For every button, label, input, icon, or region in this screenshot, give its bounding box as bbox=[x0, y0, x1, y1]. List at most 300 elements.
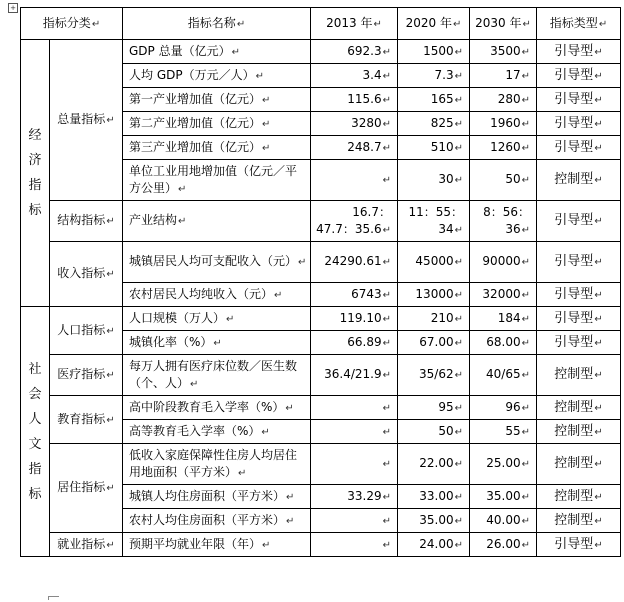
value-2013[interactable] bbox=[311, 533, 398, 557]
value-2020-text: 165 bbox=[430, 91, 454, 106]
value-2020[interactable] bbox=[398, 40, 470, 64]
value-2030[interactable] bbox=[470, 64, 537, 88]
table-row bbox=[21, 444, 621, 485]
indicator-name[interactable] bbox=[123, 201, 311, 242]
value-2013[interactable] bbox=[311, 242, 398, 283]
value-2020-text: 7.3 bbox=[434, 67, 454, 82]
paragraph-mark-icon: ↵ bbox=[454, 491, 463, 503]
value-2020-text: 13000 bbox=[415, 286, 454, 301]
value-2030[interactable] bbox=[470, 201, 537, 242]
subcategory-cell[interactable] bbox=[50, 307, 123, 355]
header-3-text: 2020 年 bbox=[405, 15, 452, 30]
category-char: 人 bbox=[28, 411, 42, 427]
paragraph-mark-icon: ↵ bbox=[594, 459, 603, 470]
header-row bbox=[21, 8, 621, 40]
category-char: 社 bbox=[28, 361, 42, 377]
table-anchor-icon[interactable]: + bbox=[8, 3, 18, 13]
indicator-type[interactable] bbox=[537, 88, 621, 112]
subcategory-cell-text: 教育指标 bbox=[57, 411, 106, 426]
indicator-name-text: 人口规模（万人） bbox=[129, 310, 226, 325]
indicator-type[interactable] bbox=[537, 533, 621, 557]
value-2030[interactable] bbox=[470, 242, 537, 283]
paragraph-mark-icon: ↵ bbox=[454, 257, 463, 268]
indicator-type-text: 控制型 bbox=[554, 423, 594, 439]
category-char: 经 bbox=[28, 128, 42, 143]
paragraph-mark-icon: ↵ bbox=[454, 402, 463, 414]
paragraph-mark-icon: ↵ bbox=[454, 426, 463, 438]
indicator-type[interactable] bbox=[537, 283, 621, 307]
value-2013[interactable] bbox=[311, 136, 398, 160]
value-2020[interactable] bbox=[398, 242, 470, 283]
indicator-type[interactable] bbox=[537, 242, 621, 283]
value-2020[interactable] bbox=[398, 88, 470, 112]
indicator-name-text: 城镇化率（%） bbox=[129, 334, 213, 349]
category-char: 济 bbox=[28, 153, 42, 168]
category-char: 指 bbox=[28, 178, 42, 193]
indicator-name[interactable] bbox=[123, 160, 311, 201]
paragraph-mark-icon: ↵ bbox=[454, 515, 463, 527]
value-2030[interactable] bbox=[470, 160, 537, 201]
indicator-type-text: 引导型 bbox=[554, 43, 594, 59]
value-2030-text: 25.00 bbox=[486, 456, 521, 470]
value-2030-text: 40/65 bbox=[486, 367, 521, 381]
indicator-name[interactable] bbox=[123, 112, 311, 136]
paragraph-mark-icon: ↵ bbox=[382, 118, 391, 130]
value-2030-text: 55 bbox=[505, 423, 521, 438]
indicator-name[interactable] bbox=[123, 509, 311, 533]
paragraph-mark-icon: ↵ bbox=[594, 337, 603, 349]
paragraph-mark-icon: ↵ bbox=[521, 402, 530, 414]
value-2013[interactable] bbox=[311, 283, 398, 307]
paragraph-mark-icon: ↵ bbox=[238, 467, 247, 479]
indicator-type-text: 引导型 bbox=[554, 91, 594, 107]
indicator-name-text: 第一产业增加值（亿元） bbox=[129, 91, 262, 106]
paragraph-mark-icon: ↵ bbox=[594, 142, 603, 154]
value-2013[interactable] bbox=[311, 396, 398, 420]
indicator-type-text: 引导型 bbox=[554, 67, 594, 83]
paragraph-mark-icon: ↵ bbox=[226, 313, 235, 325]
paragraph-mark-icon: ↵ bbox=[382, 94, 391, 106]
header-category-text: 指标分类 bbox=[42, 15, 91, 30]
paragraph-mark-icon: ↵ bbox=[594, 216, 603, 227]
value-2020[interactable] bbox=[398, 112, 470, 136]
paragraph-mark-icon: ↵ bbox=[454, 224, 463, 236]
indicator-table bbox=[20, 7, 621, 557]
paragraph-mark-icon: ↵ bbox=[521, 142, 530, 154]
paragraph-mark-icon: ↵ bbox=[522, 18, 531, 30]
value-2030[interactable] bbox=[470, 307, 537, 331]
category-cell[interactable] bbox=[21, 40, 50, 307]
subcategory-cell-text: 人口指标 bbox=[57, 322, 106, 337]
indicator-name-text: 农村居民人均纯收入（元） bbox=[129, 286, 274, 301]
subcategory-cell[interactable] bbox=[50, 242, 123, 307]
category-label bbox=[28, 357, 42, 507]
value-2030-text: 184 bbox=[497, 310, 521, 325]
paragraph-mark-icon: ↵ bbox=[452, 18, 462, 30]
indicator-name-text: 产业结构 bbox=[129, 213, 178, 227]
subcategory-cell-text: 医疗指标 bbox=[57, 367, 106, 381]
paragraph-mark-icon: ↵ bbox=[594, 289, 603, 301]
value-2030-text: 35.00 bbox=[486, 488, 521, 503]
paragraph-mark-icon: ↵ bbox=[594, 70, 603, 82]
indicator-name-text: 城镇人均住房面积（平方米） bbox=[129, 488, 286, 503]
paragraph-mark-icon: ↵ bbox=[454, 118, 463, 130]
paragraph-mark-icon: ↵ bbox=[594, 402, 603, 414]
indicator-name-text: 人均 GDP（万元／人） bbox=[129, 67, 255, 82]
indicator-name[interactable] bbox=[123, 396, 311, 420]
value-2030[interactable] bbox=[470, 533, 537, 557]
paragraph-mark-icon: ↵ bbox=[262, 539, 271, 551]
paragraph-mark-icon: ↵ bbox=[106, 325, 115, 337]
value-2020[interactable] bbox=[398, 283, 470, 307]
category-char: 标 bbox=[28, 486, 42, 502]
indicator-type-text: 引导型 bbox=[554, 286, 594, 302]
indicator-type[interactable] bbox=[537, 331, 621, 355]
value-2013[interactable] bbox=[311, 355, 398, 396]
value-2013-text: 119.10 bbox=[339, 310, 382, 325]
indicator-type[interactable] bbox=[537, 355, 621, 396]
paragraph-mark-icon: ↵ bbox=[91, 18, 101, 30]
paragraph-mark-icon: ↵ bbox=[382, 224, 391, 236]
indicator-type[interactable] bbox=[537, 40, 621, 64]
paragraph-mark-icon: ↵ bbox=[521, 491, 530, 503]
subcategory-cell-text: 就业指标 bbox=[57, 536, 106, 551]
value-2030[interactable] bbox=[470, 283, 537, 307]
value-2020-text: 50 bbox=[438, 423, 454, 438]
value-2020-text: 67.00 bbox=[419, 334, 454, 349]
paragraph-mark-icon: ↵ bbox=[106, 216, 115, 227]
value-2020[interactable] bbox=[398, 331, 470, 355]
value-2013-text: 36.4/21.9 bbox=[324, 367, 382, 381]
indicator-type-text: 引导型 bbox=[554, 334, 594, 350]
subcategory-cell-text: 收入指标 bbox=[57, 266, 106, 280]
paragraph-mark-icon: ↵ bbox=[178, 183, 187, 195]
indicator-name[interactable] bbox=[123, 283, 311, 307]
value-2020-text: 30 bbox=[438, 172, 454, 186]
header-2-text: 2013 年 bbox=[326, 15, 373, 30]
indicator-name[interactable] bbox=[123, 485, 311, 509]
value-2030[interactable] bbox=[470, 509, 537, 533]
category-char: 文 bbox=[28, 436, 42, 452]
table-row bbox=[21, 355, 621, 396]
value-2030[interactable] bbox=[470, 396, 537, 420]
value-2020[interactable] bbox=[398, 160, 470, 201]
table-row bbox=[21, 533, 621, 557]
category-char: 指 bbox=[28, 461, 42, 477]
indicator-type-text: 引导型 bbox=[554, 536, 594, 552]
paragraph-mark-icon: ↵ bbox=[213, 337, 222, 349]
value-2020-text: 11：55：34 bbox=[408, 204, 463, 236]
paragraph-mark-icon: ↵ bbox=[382, 539, 391, 551]
value-2013-text: 692.3 bbox=[347, 43, 382, 58]
value-2030[interactable] bbox=[470, 355, 537, 396]
indicator-type[interactable] bbox=[537, 485, 621, 509]
indicator-name-text: 单位工业用地增加值（亿元／平方公里） bbox=[129, 163, 298, 195]
indicator-name-text: 预期平均就业年限（年） bbox=[129, 536, 262, 551]
paragraph-mark-icon: ↵ bbox=[521, 94, 530, 106]
indicator-name-text: 第二产业增加值（亿元） bbox=[129, 115, 262, 130]
value-2020[interactable] bbox=[398, 64, 470, 88]
subcategory-cell-text: 结构指标 bbox=[57, 213, 106, 227]
paragraph-mark-icon: ↵ bbox=[454, 459, 463, 470]
value-2013-text: 3.4 bbox=[362, 67, 382, 82]
value-2030-text: 280 bbox=[497, 91, 521, 106]
value-2013[interactable] bbox=[311, 331, 398, 355]
indicator-name[interactable] bbox=[123, 40, 311, 64]
value-2013-text: 3280 bbox=[351, 115, 382, 130]
value-2030[interactable] bbox=[470, 331, 537, 355]
paragraph-mark-icon: ↵ bbox=[594, 257, 603, 268]
value-2020-text: 35.00 bbox=[419, 512, 454, 527]
indicator-type-text: 控制型 bbox=[554, 456, 594, 471]
value-2030-text: 17 bbox=[505, 67, 521, 82]
value-2020[interactable] bbox=[398, 420, 470, 444]
value-2020[interactable] bbox=[398, 307, 470, 331]
value-2030-text: 32000 bbox=[482, 286, 521, 301]
indicator-name-text: 高等教育毛入学率（%） bbox=[129, 423, 261, 438]
indicator-type-text: 引导型 bbox=[554, 310, 594, 326]
paragraph-mark-icon: ↵ bbox=[454, 370, 463, 381]
paragraph-mark-icon: ↵ bbox=[382, 257, 391, 268]
value-2020[interactable] bbox=[398, 509, 470, 533]
paragraph-mark-icon: ↵ bbox=[594, 491, 603, 503]
value-2030-text: 40.00 bbox=[486, 512, 521, 527]
header-1[interactable] bbox=[123, 8, 311, 40]
value-2020-text: 45000 bbox=[415, 254, 454, 268]
paragraph-mark-icon: ↵ bbox=[382, 426, 391, 438]
paragraph-mark-icon: ↵ bbox=[594, 175, 603, 186]
value-2013[interactable] bbox=[311, 420, 398, 444]
paragraph-mark-icon: ↵ bbox=[382, 459, 391, 470]
paragraph-mark-icon: ↵ bbox=[382, 491, 391, 503]
header-category[interactable] bbox=[21, 8, 123, 40]
indicator-name-text: 城镇居民人均可支配收入（元） bbox=[129, 254, 298, 268]
value-2013-text: 16.7：47.7：35.6 bbox=[316, 204, 391, 236]
value-2013[interactable] bbox=[311, 64, 398, 88]
value-2013[interactable] bbox=[311, 201, 398, 242]
paragraph-mark-icon: ↵ bbox=[521, 337, 530, 349]
table-end-marker bbox=[48, 596, 59, 600]
paragraph-mark-icon: ↵ bbox=[382, 370, 391, 381]
paragraph-mark-icon: ↵ bbox=[382, 70, 391, 82]
indicator-type-text: 引导型 bbox=[554, 213, 594, 228]
subcategory-cell[interactable] bbox=[50, 40, 123, 201]
paragraph-mark-icon: ↵ bbox=[262, 142, 271, 154]
value-2020[interactable] bbox=[398, 355, 470, 396]
value-2013[interactable] bbox=[311, 307, 398, 331]
subcategory-cell-text: 总量指标 bbox=[57, 112, 106, 126]
paragraph-mark-icon: ↵ bbox=[106, 483, 115, 494]
category-char: 会 bbox=[28, 386, 42, 402]
paragraph-mark-icon: ↵ bbox=[274, 289, 283, 301]
value-2013-text: 33.29 bbox=[347, 488, 382, 503]
paragraph-mark-icon: ↵ bbox=[190, 378, 199, 390]
indicator-type[interactable] bbox=[537, 160, 621, 201]
table-body bbox=[21, 8, 621, 557]
indicator-type[interactable] bbox=[537, 420, 621, 444]
value-2013-text: 66.89 bbox=[347, 334, 382, 349]
indicator-name-text: GDP 总量（亿元） bbox=[129, 43, 231, 58]
indicator-name[interactable] bbox=[123, 355, 311, 396]
paragraph-mark-icon: ↵ bbox=[373, 18, 382, 30]
value-2030[interactable] bbox=[470, 112, 537, 136]
paragraph-mark-icon: ↵ bbox=[521, 224, 530, 236]
paragraph-mark-icon: ↵ bbox=[454, 94, 463, 106]
category-char: 标 bbox=[28, 203, 42, 218]
indicator-type[interactable] bbox=[537, 509, 621, 533]
header-5[interactable] bbox=[537, 8, 621, 40]
table-row bbox=[21, 307, 621, 331]
value-2030[interactable] bbox=[470, 136, 537, 160]
value-2020[interactable] bbox=[398, 136, 470, 160]
value-2020[interactable] bbox=[398, 533, 470, 557]
indicator-type-text: 控制型 bbox=[554, 512, 594, 528]
paragraph-mark-icon: ↵ bbox=[236, 18, 246, 30]
subcategory-cell[interactable] bbox=[50, 201, 123, 242]
value-2013[interactable] bbox=[311, 112, 398, 136]
indicator-type[interactable] bbox=[537, 64, 621, 88]
paragraph-mark-icon: ↵ bbox=[106, 115, 115, 126]
indicator-name[interactable] bbox=[123, 307, 311, 331]
value-2020-text: 33.00 bbox=[419, 488, 454, 503]
paragraph-mark-icon: ↵ bbox=[382, 289, 391, 301]
paragraph-mark-icon: ↵ bbox=[521, 515, 530, 527]
value-2030[interactable] bbox=[470, 88, 537, 112]
value-2030[interactable] bbox=[470, 40, 537, 64]
value-2013[interactable] bbox=[311, 160, 398, 201]
paragraph-mark-icon: ↵ bbox=[382, 313, 391, 325]
value-2030-text: 50 bbox=[505, 172, 521, 186]
value-2020-text: 24.00 bbox=[419, 536, 454, 551]
indicator-type[interactable] bbox=[537, 307, 621, 331]
value-2020[interactable] bbox=[398, 485, 470, 509]
paragraph-mark-icon: ↵ bbox=[454, 289, 463, 301]
indicator-type-text: 控制型 bbox=[554, 488, 594, 504]
value-2020[interactable] bbox=[398, 201, 470, 242]
indicator-name-text: 低收入家庭保障性住房人均居住用地面积（平方米） bbox=[129, 447, 298, 479]
paragraph-mark-icon: ↵ bbox=[106, 370, 115, 381]
indicator-name[interactable] bbox=[123, 64, 311, 88]
indicator-name[interactable] bbox=[123, 444, 311, 485]
paragraph-mark-icon: ↵ bbox=[382, 337, 391, 349]
header-4[interactable] bbox=[470, 8, 537, 40]
value-2013[interactable] bbox=[311, 40, 398, 64]
paragraph-mark-icon: ↵ bbox=[521, 289, 530, 301]
paragraph-mark-icon: ↵ bbox=[106, 269, 115, 280]
value-2030-text: 3500 bbox=[490, 43, 521, 58]
subcategory-cell-text: 居住指标 bbox=[57, 480, 106, 494]
subcategory-cell[interactable] bbox=[50, 396, 123, 444]
value-2030-text: 8：56：36 bbox=[483, 204, 530, 236]
paragraph-mark-icon: ↵ bbox=[454, 337, 463, 349]
indicator-name-text: 高中阶段教育毛入学率（%） bbox=[129, 399, 285, 414]
value-2030[interactable] bbox=[470, 485, 537, 509]
value-2030-text: 1960 bbox=[490, 115, 521, 130]
paragraph-mark-icon: ↵ bbox=[454, 70, 463, 82]
value-2030-text: 68.00 bbox=[486, 334, 521, 349]
value-2013[interactable] bbox=[311, 444, 398, 485]
header-1-text: 指标名称 bbox=[187, 15, 236, 30]
indicator-type-text: 引导型 bbox=[554, 254, 594, 269]
indicator-name[interactable] bbox=[123, 533, 311, 557]
paragraph-mark-icon: ↵ bbox=[454, 46, 463, 58]
indicator-name[interactable] bbox=[123, 136, 311, 160]
header-3[interactable] bbox=[398, 8, 470, 40]
paragraph-mark-icon: ↵ bbox=[521, 175, 530, 186]
indicator-type[interactable] bbox=[537, 136, 621, 160]
paragraph-mark-icon: ↵ bbox=[286, 491, 295, 503]
value-2030-text: 96 bbox=[505, 399, 521, 414]
paragraph-mark-icon: ↵ bbox=[285, 402, 294, 414]
indicator-type-text: 引导型 bbox=[554, 139, 594, 155]
value-2020-text: 510 bbox=[430, 139, 454, 154]
category-cell[interactable] bbox=[21, 307, 50, 557]
value-2013[interactable] bbox=[311, 485, 398, 509]
value-2013[interactable] bbox=[311, 88, 398, 112]
value-2020-text: 95 bbox=[438, 399, 454, 414]
paragraph-mark-icon: ↵ bbox=[382, 515, 391, 527]
indicator-type-text: 控制型 bbox=[554, 172, 594, 187]
value-2020-text: 22.00 bbox=[419, 456, 454, 470]
value-2013-text: 248.7 bbox=[347, 139, 382, 154]
paragraph-mark-icon: ↵ bbox=[521, 370, 530, 381]
indicator-type[interactable] bbox=[537, 444, 621, 485]
paragraph-mark-icon: ↵ bbox=[594, 118, 603, 130]
indicator-type[interactable] bbox=[537, 396, 621, 420]
value-2030-text: 1260 bbox=[490, 139, 521, 154]
value-2020[interactable] bbox=[398, 396, 470, 420]
value-2030[interactable] bbox=[470, 444, 537, 485]
paragraph-mark-icon: ↵ bbox=[594, 313, 603, 325]
paragraph-mark-icon: ↵ bbox=[382, 175, 391, 186]
paragraph-mark-icon: ↵ bbox=[255, 70, 264, 82]
header-2[interactable] bbox=[311, 8, 398, 40]
header-4-text: 2030 年 bbox=[475, 15, 522, 30]
category-label bbox=[28, 123, 42, 223]
indicator-type-text: 引导型 bbox=[554, 115, 594, 131]
indicator-name[interactable] bbox=[123, 88, 311, 112]
paragraph-mark-icon: ↵ bbox=[521, 118, 530, 130]
value-2013[interactable] bbox=[311, 509, 398, 533]
value-2020-text: 825 bbox=[430, 115, 454, 130]
paragraph-mark-icon: ↵ bbox=[598, 18, 608, 30]
subcategory-cell[interactable] bbox=[50, 355, 123, 396]
paragraph-mark-icon: ↵ bbox=[454, 539, 463, 551]
paragraph-mark-icon: ↵ bbox=[521, 539, 530, 551]
paragraph-mark-icon: ↵ bbox=[298, 257, 307, 268]
paragraph-mark-icon: ↵ bbox=[594, 94, 603, 106]
value-2030[interactable] bbox=[470, 420, 537, 444]
indicator-name-text: 农村人均住房面积（平方米） bbox=[129, 512, 286, 527]
paragraph-mark-icon: ↵ bbox=[594, 515, 603, 527]
subcategory-cell[interactable] bbox=[50, 533, 123, 557]
paragraph-mark-icon: ↵ bbox=[594, 370, 603, 381]
value-2013-text: 6743 bbox=[351, 286, 382, 301]
subcategory-cell[interactable] bbox=[50, 444, 123, 533]
paragraph-mark-icon: ↵ bbox=[454, 313, 463, 325]
paragraph-mark-icon: ↵ bbox=[521, 313, 530, 325]
indicator-name[interactable] bbox=[123, 420, 311, 444]
indicator-type[interactable] bbox=[537, 112, 621, 136]
paragraph-mark-icon: ↵ bbox=[262, 94, 271, 106]
paragraph-mark-icon: ↵ bbox=[262, 118, 271, 130]
indicator-type[interactable] bbox=[537, 201, 621, 242]
indicator-type-text: 控制型 bbox=[554, 367, 594, 382]
value-2020[interactable] bbox=[398, 444, 470, 485]
header-5-text: 指标类型 bbox=[549, 15, 598, 30]
indicator-name[interactable] bbox=[123, 242, 311, 283]
indicator-name[interactable] bbox=[123, 331, 311, 355]
